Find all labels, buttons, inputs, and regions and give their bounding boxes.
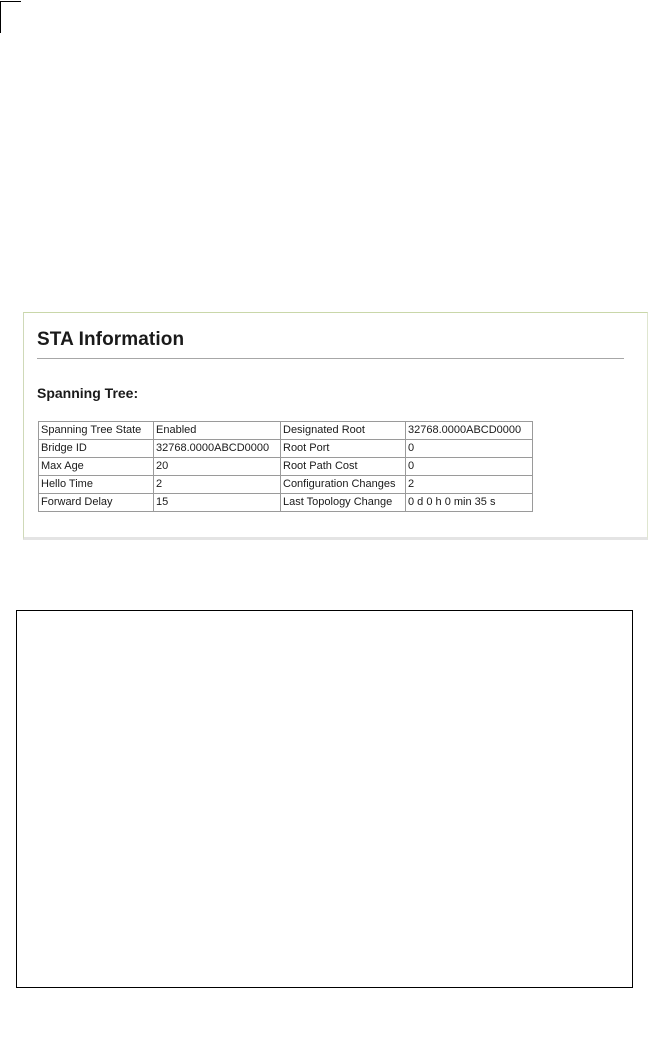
- table-row: [39, 458, 533, 476]
- row-value: 0: [406, 440, 533, 458]
- page-corner-mark-horizontal: [0, 1, 21, 2]
- row-value: 15: [154, 494, 281, 512]
- row-label: Root Port: [281, 440, 406, 458]
- row-label: Spanning Tree State: [39, 422, 154, 440]
- row-label: Forward Delay: [39, 494, 154, 512]
- table-row: [39, 476, 533, 494]
- row-value: 32768.0000ABCD0000: [406, 422, 533, 440]
- page-corner-mark-vertical: [0, 1, 1, 33]
- row-label: Max Age: [39, 458, 154, 476]
- row-value: 0: [406, 458, 533, 476]
- row-value: Enabled: [154, 422, 281, 440]
- sta-information-panel: [23, 312, 648, 540]
- page-title: STA Information: [37, 329, 185, 350]
- row-value: 0 d 0 h 0 min 35 s: [406, 494, 533, 512]
- table-row: [39, 494, 533, 512]
- table-row: [39, 422, 533, 440]
- row-value: 2: [406, 476, 533, 494]
- row-label: Last Topology Change: [281, 494, 406, 512]
- row-label: Configuration Changes: [281, 476, 406, 494]
- row-label: Bridge ID: [39, 440, 154, 458]
- row-value: 2: [154, 476, 281, 494]
- cli-output-box: [16, 610, 633, 988]
- table-row: [39, 440, 533, 458]
- row-label: Designated Root: [281, 422, 406, 440]
- section-title: Spanning Tree:: [37, 385, 139, 401]
- title-divider: [37, 358, 624, 359]
- row-label: Hello Time: [39, 476, 154, 494]
- row-value: 32768.0000ABCD0000: [154, 440, 281, 458]
- row-value: 20: [154, 458, 281, 476]
- spanning-tree-table: [38, 421, 533, 512]
- row-label: Root Path Cost: [281, 458, 406, 476]
